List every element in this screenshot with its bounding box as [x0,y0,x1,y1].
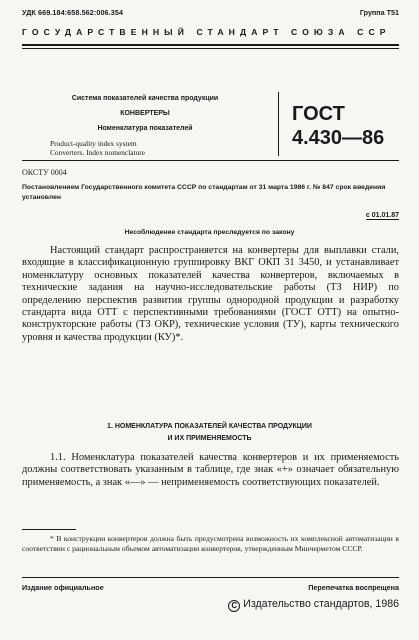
copyright-icon: C [228,600,240,612]
english-title-line1: Product-quality index system [50,139,137,148]
footnote-rule [22,529,76,530]
effective-date-value: с 01.01.87 [365,212,399,219]
approval-text: Постановлением Государственного комитета СССР по стандартам от 31 марта 1986 г. № 847 срок введения установлен [22,184,386,201]
copyright-text: Издательство стандартов, 1986 [243,598,399,610]
group-code: Группа Т51 [359,8,399,17]
header-rule-thick [22,44,399,46]
effective-date [366,212,399,219]
subject-title: КОНВЕРТЕРЫ [120,110,170,117]
footer-rule [22,577,399,578]
title-divider [278,92,279,156]
official-edition: Издание официальное [22,583,104,592]
english-title-line2: Converters. Index nomenclature [50,148,146,157]
state-standard-banner: ГОСУДАРСТВЕННЫЙ СТАНДАРТ СОЮЗА ССР [22,27,391,37]
gost-label: ГОСТ [292,103,345,125]
system-title: Система показателей качества продукции [71,95,219,102]
nomenclature-title: Номенклатура показателей [97,125,193,132]
section-1-paragraph: 1.1. Номенклатура показателей качества конвертеров и их применяемость должны соответствовать указанным в таблице, где знак «+» означает обязательную применяемость, а знак «—» — неприменяемость соответствующих показателей. [22,452,399,488]
footnote: * В конструкции конвертеров должна быть предусмотрена возможность их комплексной автоматизации в соответствии с рациональным объемом автоматизации конвертеров, утвержденным Минчерметом СССР. [22,534,399,553]
section-1-title-line2: И ИХ ПРИМЕНЯЕМОСТЬ [167,435,252,442]
section-1-heading [0,421,419,445]
header-top [22,6,399,20]
intro-paragraph: Настоящий стандарт распространяется на конвертеры для выплавки стали, входящие в классификационную группировку ВКГ ОКП 31 3450, и устанавливает номенклатуру основных показателей качества конвертеров, включаемых в технические задания на научно-исследовательские работы (ТЗ НИР) по определению перспектив развития группы однородной продукции и разработку стандарта вида ОТТ с перспективными требованиями (ГОСТ ОТТ) на опытно-конструкторские работы (ТЗ ОКР), технические условия (ТУ), карты технического уровня и качества продукции (КУ)*. [22,245,399,343]
title-rule [22,160,399,161]
gost-designation [292,103,402,149]
udk-code: УДК 669.184:658.562:006.354 [22,8,124,17]
copyright-line [228,598,399,612]
reprint-notice: Перепечатка воспрещена [308,583,399,592]
title-block [50,94,240,157]
law-notice: Несоблюдение стандарта преследуется по закону [124,229,295,236]
gost-number: 4.430—86 [292,127,385,149]
header-rule-thin [22,48,399,49]
section-1-title-line1: 1. НОМЕНКЛАТУРА ПОКАЗАТЕЛЕЙ КАЧЕСТВА ПРОДУКЦИИ [107,423,312,430]
okstu-code: ОКСТУ 0004 [22,168,67,177]
